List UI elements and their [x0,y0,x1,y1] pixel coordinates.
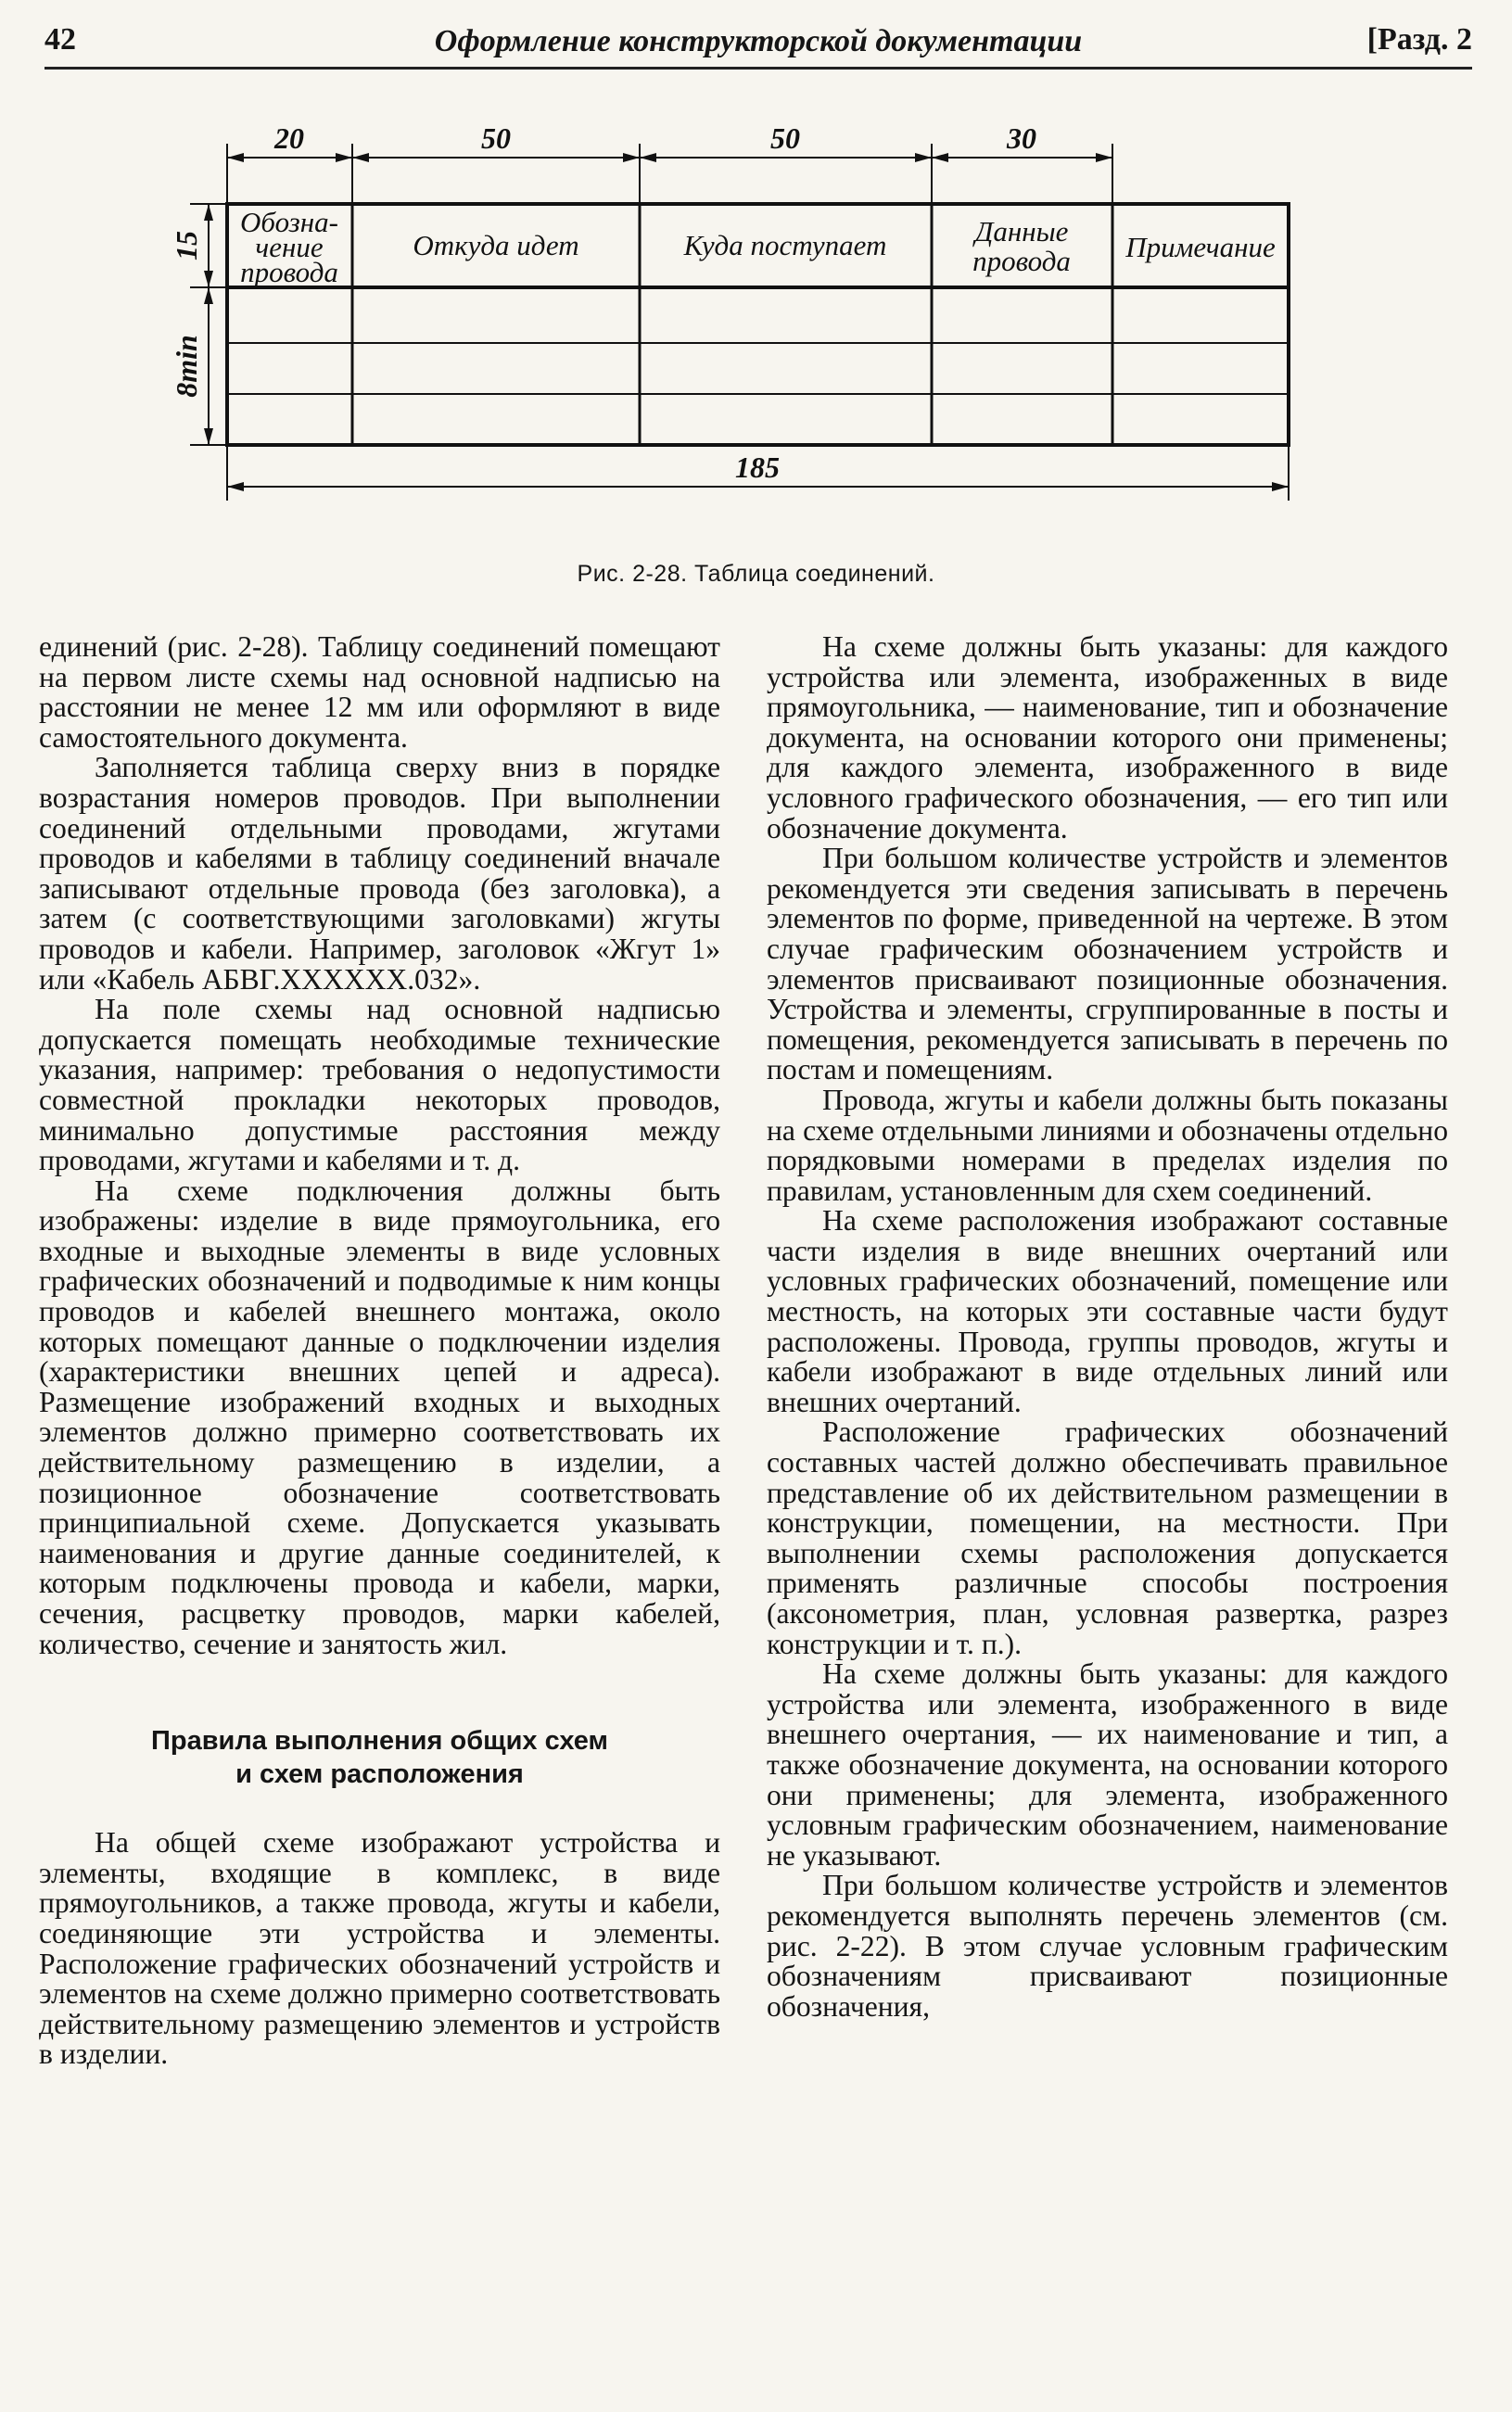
header-wire-data-line1: Данные [974,215,1069,248]
section-reference: [Разд. 2 [1366,22,1472,57]
page-header [44,13,1472,70]
dim-col2: 50 [481,121,511,155]
paragraph: Провода, жгуты и кабели должны быть показаны на схеме отдельными линиями и обозначены отдельно порядковыми номерами в пределах изделия по правилам, установленным для схем соединений. [767,1083,1448,1207]
section-heading-line2: и схем расположения [235,1759,524,1790]
connection-table-figure [167,111,1335,538]
header-wire-designation-line2: чение [255,231,324,263]
paragraph: На схеме подключения должны быть изображены: изделие в виде прямоугольника, его входные и выходные элементы в виде условных графических обозначений и подводимые к ним концы проводов и кабелей внешнего монтажа, около которых помещают данные о подключении изделия (характеристики внешних цепей и адреса). Размещение изображений входных и выходных элементов должно примерно соответствовать их действительному размещению в изделии, а позиционное обозначение соответствовать принципиальной схеме. Допускается указывать наименования и другие данные соединителей, к которым подключены провода и кабели, марки, сечения, расцветку проводов, марки кабелей, количество, сечение и занятость жил. [39,1174,720,1660]
paragraph: На поле схемы над основной надписью допускается помещать необходимые технические указания, например: требования о недопустимости совместной прокладки некоторых проводов, минимально допустимые расстояния между проводами, жгутами и кабелями и т. д. [39,993,720,1177]
paragraph: При большом количестве устройств и элементов рекомендуется эти сведения записывать в перечень элементов по форме, приведенной на чертеже. В этом случае графическим обозначением устройств и элементов присваивают позиционные обозначения. Устройства и элементы, сгруппированные в посты и помещения, рекомендуется записывать в перечень по постам и помещениям. [767,842,1448,1086]
section-heading-line1: Правила выполнения общих схем [151,1726,608,1757]
dim-col3: 50 [770,121,800,155]
header-wire-designation-line3: провода [240,256,338,288]
right-column [767,632,1448,2022]
dim-total-width: 185 [735,451,780,484]
dim-col4: 30 [1007,121,1036,155]
paragraph: На общей схеме изображают устройства и элементы, входящие в комплекс, в виде прямоугольников, а также провода, жгуты и кабели, соединяющие эти устройства и элементы. Расположение графических обозначений устройств и элементов на схеме должно примерно соответствовать действительному размещению элементов и устройств в изделии. [39,1826,720,2071]
paragraph: Расположение графических обозначений составных частей должно обеспечивать правильное представление об их действительном размещении в конструкции, помещении, на местности. При выполнении схемы расположения допускается применять различные способы построения (аксонометрия, план, условная развертка, разрез конструкции и т. п.). [767,1415,1448,1660]
dim-header-height: 15 [170,231,203,260]
paragraph: На схеме должны быть указаны: для каждого устройства или элемента, изображенного в виде внешнего очертания, — их наименование и тип, а также обозначение документа, на основании которого они применены; для элемента, изображенного условным графическим обозначением, наименование не указывают. [767,1657,1448,1872]
connection-table-drawing [167,111,1335,538]
header-to: Куда поступает [683,229,887,261]
header-wire-data-line2: провода [972,245,1071,277]
header-note: Примечание [1125,231,1276,263]
paragraph: единений (рис. 2-28). Таблицу соединений помещают на первом листе схемы над основной надписью на расстоянии не менее 12 мм или оформляют в виде самостоятельного документа. [39,630,720,754]
page-number: 42 [44,22,76,57]
header-wire-designation-line1: Обозна- [240,206,338,238]
paragraph: При большом количестве устройств и элементов рекомендуется выполнять перечень элементов (см. рис. 2-22). В этом случае условным графическим обозначениям присваивают позиционные обозначения, [767,1869,1448,2023]
running-title: Оформление конструкторской документации [434,24,1083,58]
header-from: Откуда идет [413,229,579,261]
dim-row-height: 8min [170,335,203,398]
figure-caption: Рис. 2-28. Таблица соединений. [577,561,935,587]
paragraph: Заполняется таблица сверху вниз в порядке возрастания номеров проводов. При выполнении соединений отдельными проводами, жгутами проводов и кабелями в таблицу соединений вначале записывают отдельные провода (без заголовка), а затем (с соответствующими заголовками) жгуты проводов и кабели. Например, заголовок «Жгут 1» или «Кабель АБВГ.ХХХХХХ.032». [39,751,720,996]
paragraph: На схеме должны быть указаны: для каждого устройства или элемента, изображенных в виде прямоугольника, — наименование, тип и обозначение документа, на основании которого они применены; для каждого элемента, изображенного в виде условного графического обозначения, — его тип или обозначение документа. [767,630,1448,844]
left-column [39,632,720,2070]
dim-col1: 20 [274,121,304,155]
section-heading [39,1724,720,1791]
paragraph: На схеме расположения изображают составные части изделия в виде внешних очертаний или условных графических обозначений, помещение или местность, на которых эти составные части будут расположены. Провода, группы проводов, жгуты и кабели изображают в виде отдельных линий или внешних очертаний. [767,1204,1448,1418]
